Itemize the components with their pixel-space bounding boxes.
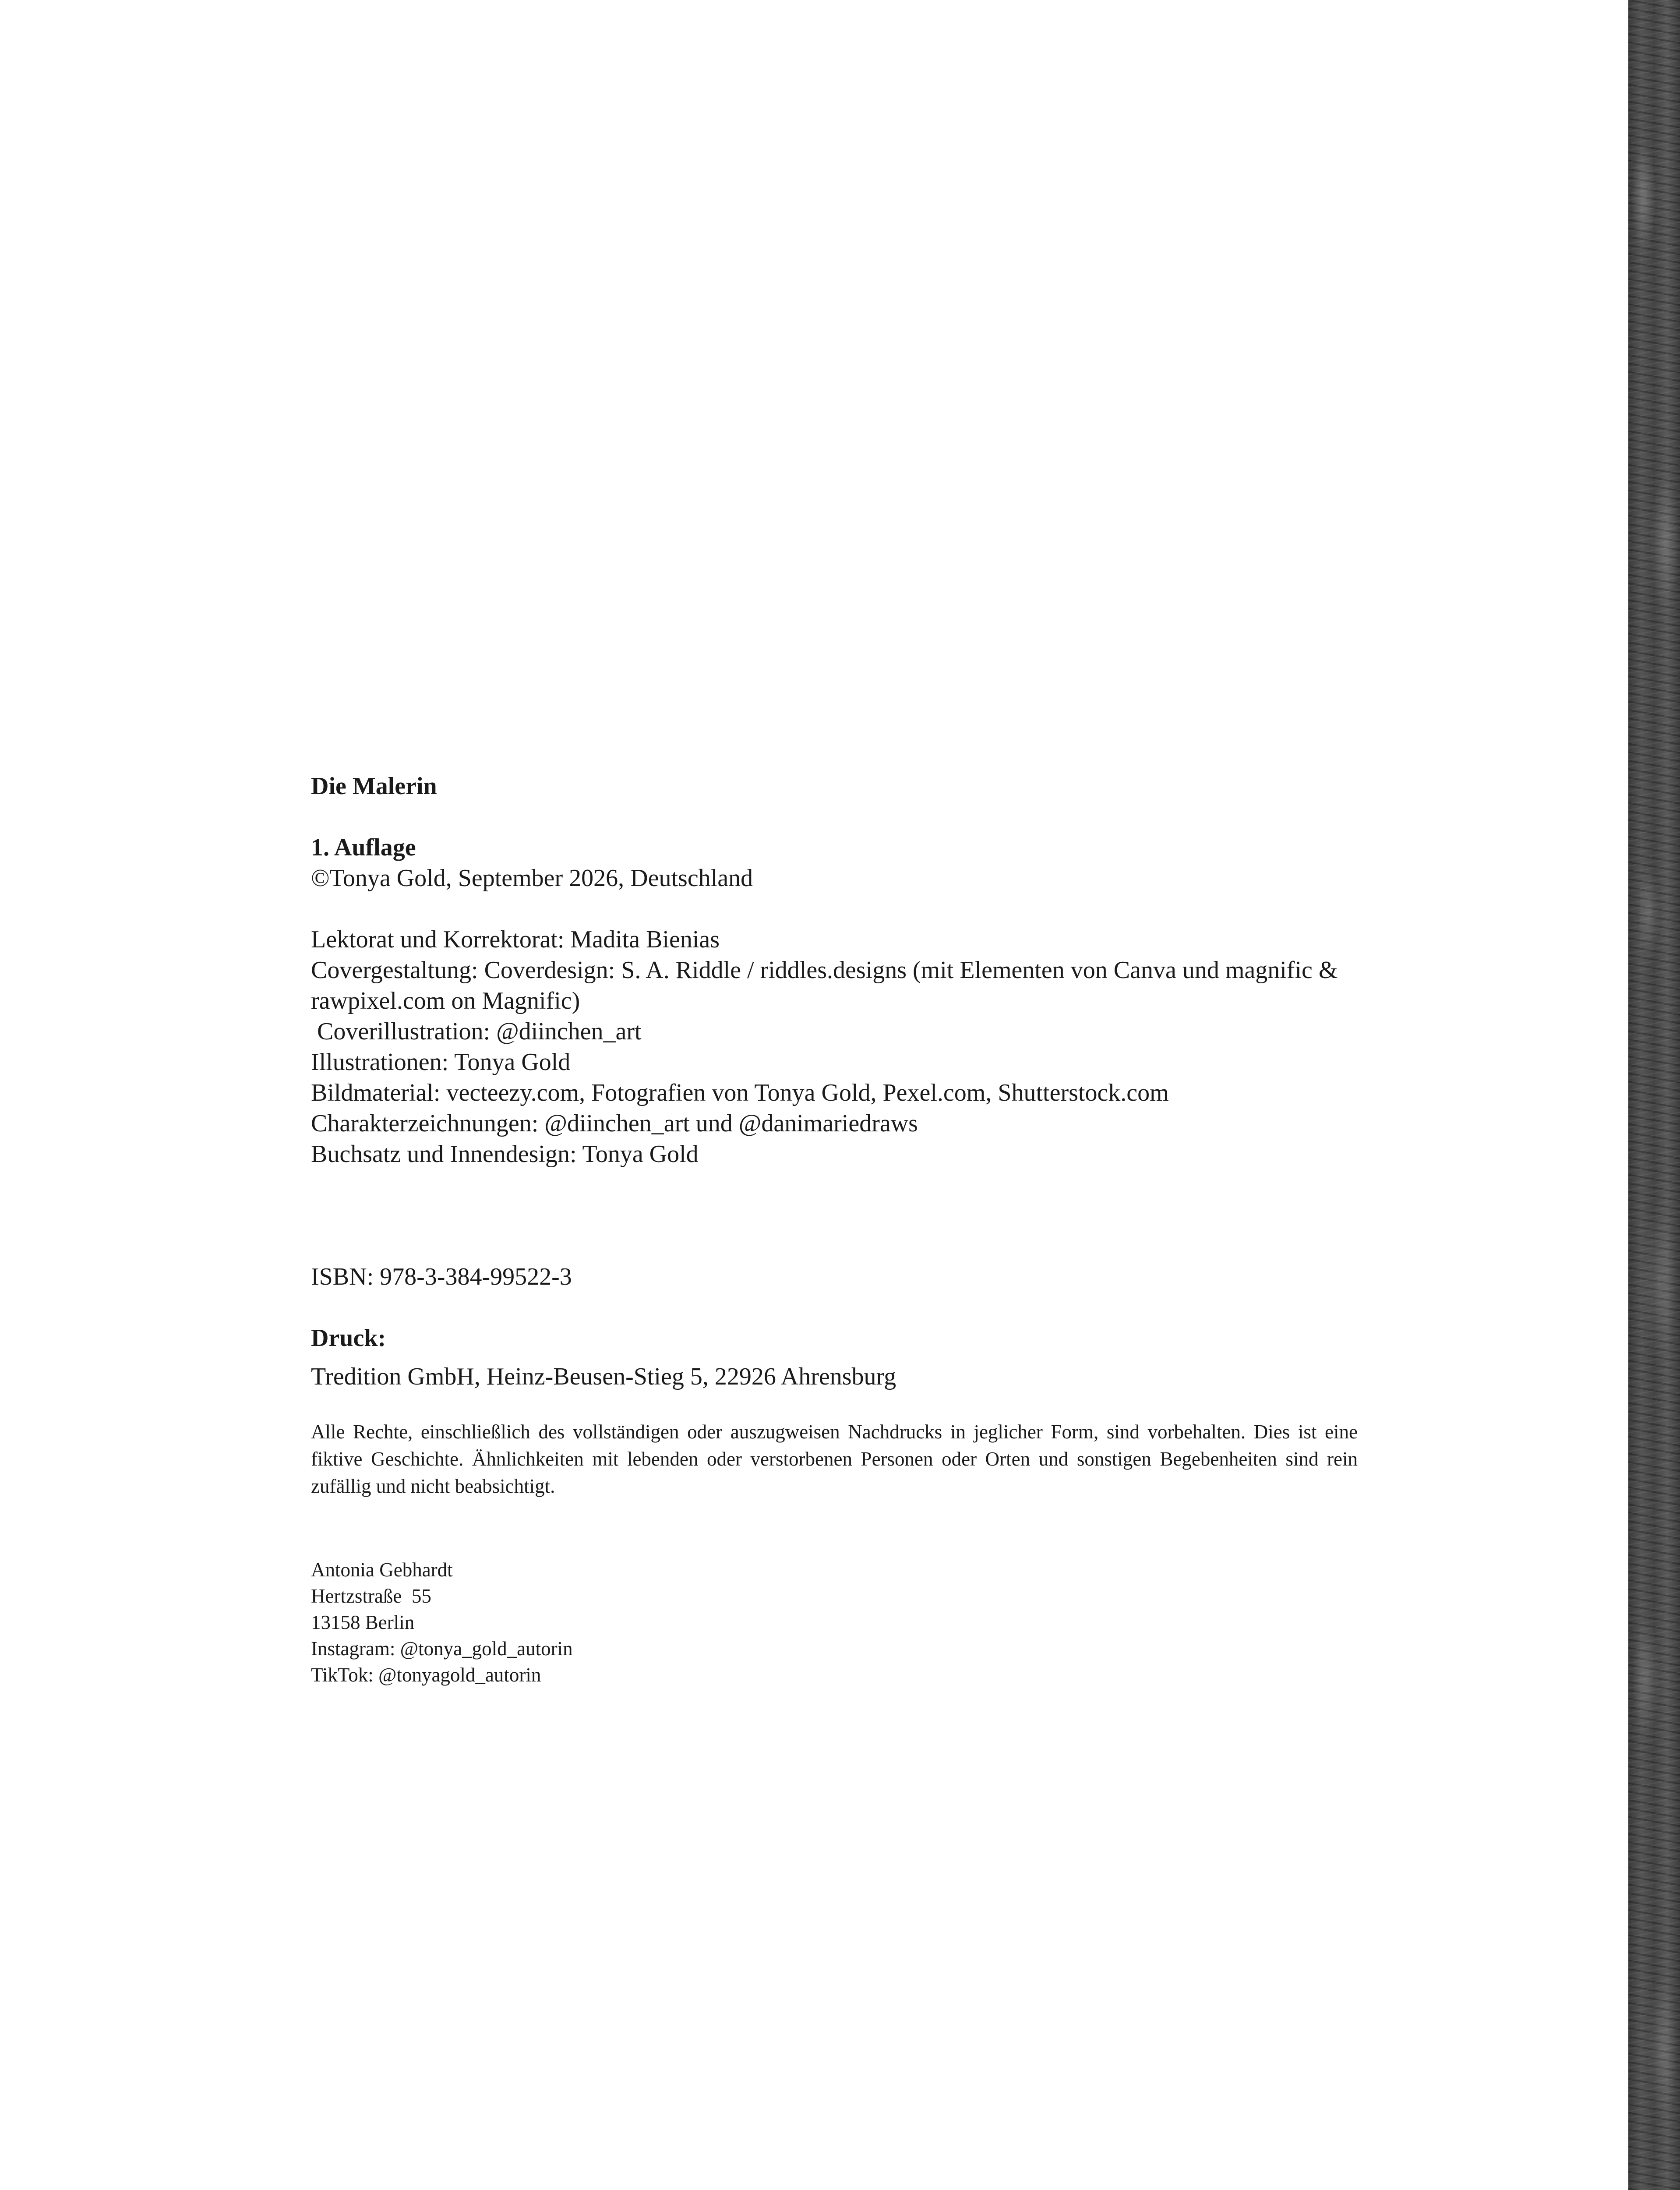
credit-line: Charakterzeichnungen: @diinchen_art und @danimariedraws: [311, 1110, 918, 1137]
credit-line: Coverillustration: @diinchen_art: [311, 1018, 642, 1045]
credits-list: [311, 924, 1362, 1169]
contact-street: Hertzstraße 55: [311, 1585, 431, 1607]
textured-edge-strip: [1628, 0, 1680, 2190]
legal-notice: Alle Rechte, einschließlich des vollständigen oder auszugweisen Nachdrucks in jeglicher Form, sind vorbehalten. Dies ist eine fiktive Geschichte. Ähnlichkeiten mit lebenden oder verstorbenen Personen oder Orten und sonstigen Begebenheiten sind rein zufällig und nicht beabsichtigt.: [311, 1421, 1358, 1497]
credit-line: Covergestaltung: Coverdesign: S. A. Riddle / riddles.designs (mit Elementen von Canva und magnific & rawpixel.com on Magnific): [311, 957, 1338, 1014]
print-address: Tredition GmbH, Heinz-Beusen-Stieg 5, 22926 Ahrensburg: [311, 1363, 896, 1390]
print-heading: Druck:: [311, 1325, 386, 1352]
isbn: ISBN: 978-3-384-99522-3: [311, 1263, 572, 1290]
contact-city: 13158 Berlin: [311, 1611, 415, 1633]
edition: 1. Auflage: [311, 834, 416, 861]
credit-line: Bildmaterial: vecteezy.com, Fotografien von Tonya Gold, Pexel.com, Shutterstock.com: [311, 1079, 1169, 1106]
credit-line: Lektorat und Korrektorat: Madita Bienias: [311, 926, 720, 953]
book-title: Die Malerin: [311, 773, 437, 800]
credit-line: Buchsatz und Innendesign: Tonya Gold: [311, 1141, 699, 1168]
copyright: ©Tonya Gold, September 2026, Deutschland: [311, 865, 753, 892]
contact-block: [311, 1557, 1362, 1688]
contact-name: Antonia Gebhardt: [311, 1559, 453, 1581]
credit-line: Illustrationen: Tonya Gold: [311, 1049, 571, 1076]
contact-tiktok: TikTok: @tonyagold_autorin: [311, 1664, 541, 1686]
contact-instagram: Instagram: @tonya_gold_autorin: [311, 1638, 573, 1660]
imprint-block: [311, 771, 1362, 1688]
